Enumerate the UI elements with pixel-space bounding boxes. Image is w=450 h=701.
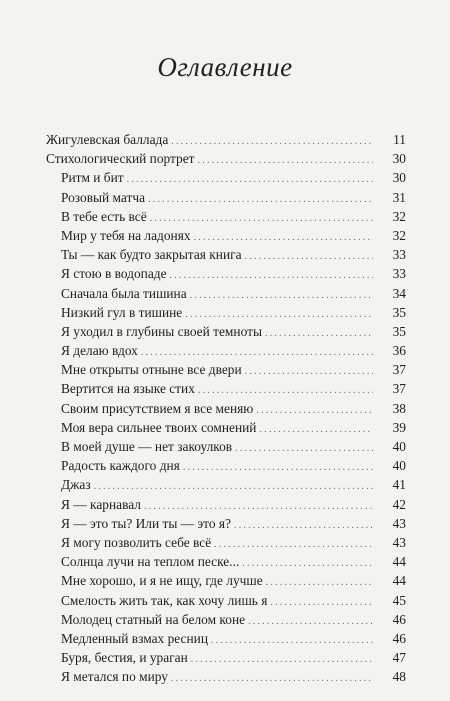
toc-entry-title: Джаз (61, 477, 91, 493)
toc-entry-title: Сначала была тишина (61, 285, 187, 301)
toc-dot-leader (265, 324, 373, 343)
toc-entry-title: Ритм и бит (61, 170, 124, 186)
toc-entry (46, 495, 406, 514)
toc-page-number: 47 (392, 650, 406, 666)
toc-entry (46, 418, 406, 437)
toc-entry-title: Я уходил в глубины своей темноты (61, 323, 262, 339)
toc-entry (46, 341, 406, 360)
toc-dot-leader (191, 650, 373, 669)
toc-dot-leader (245, 247, 373, 266)
toc-entry (46, 207, 406, 226)
toc-dot-leader (127, 170, 373, 189)
toc-entry-title: Мир у тебя на ладонях (61, 227, 191, 243)
toc-entry (46, 379, 406, 398)
toc-entry (46, 514, 406, 533)
toc-entry (46, 648, 406, 667)
toc-page-number: 37 (392, 362, 406, 378)
toc-entry (46, 667, 406, 686)
toc-dot-leader (171, 669, 373, 688)
toc-page-number: 48 (392, 669, 406, 685)
toc-entry (46, 168, 406, 187)
table-of-contents (46, 130, 406, 686)
toc-dot-leader (171, 132, 373, 151)
toc-page-number: 30 (392, 151, 406, 167)
toc-entry-title: Мне открыты отныне все двери (61, 362, 242, 378)
toc-page-number: 42 (392, 496, 406, 512)
toc-page-number: 36 (392, 343, 406, 359)
toc-page-number: 39 (392, 419, 406, 435)
toc-dot-leader (259, 420, 373, 439)
toc-page-number: 31 (392, 189, 406, 205)
toc-entry-title: Молодец статный на белом коне (61, 611, 246, 627)
toc-page-number: 45 (392, 592, 406, 608)
toc-entry-title: В моей душе — нет закоулков (61, 439, 233, 454)
toc-entry (46, 571, 406, 590)
toc-entry (46, 437, 406, 456)
toc-entry (46, 610, 406, 629)
toc-page-number: 40 (392, 458, 406, 474)
toc-dot-leader (148, 190, 373, 209)
toc-page-number: 33 (392, 266, 406, 282)
toc-page-number: 38 (392, 400, 406, 416)
toc-dot-leader (235, 439, 373, 458)
toc-entry-title: Низкий гул в тишине (61, 304, 183, 320)
toc-entry-title: Солнца лучи на теплом песке... (61, 554, 240, 570)
toc-dot-leader (234, 516, 373, 535)
toc-entry-title: Буря, бестия, и ураган (61, 650, 188, 666)
toc-entry (46, 149, 406, 168)
toc-entry (46, 629, 406, 648)
toc-entry-title: Жигулевская баллада (46, 132, 169, 147)
toc-entry (46, 303, 406, 322)
toc-page-number: 43 (392, 515, 406, 531)
toc-page-number: 30 (392, 170, 406, 186)
toc-entry-title: Мне хорошо, и я не ищу, где лучше (61, 573, 263, 589)
toc-entry (46, 475, 406, 494)
toc-entry-title: Медленный взмах ресниц (61, 630, 208, 646)
toc-entry (46, 591, 406, 610)
toc-dot-leader (245, 362, 373, 381)
toc-page-number: 35 (392, 323, 406, 339)
toc-entry (46, 245, 406, 264)
toc-page-number: 44 (392, 573, 406, 589)
toc-entry-title: Я делаю вдох (61, 343, 138, 359)
toc-entry-title: Вертится на языке стих (61, 381, 195, 397)
toc-page-number: 32 (392, 227, 406, 243)
toc-dot-leader (170, 266, 373, 285)
toc-page-number: 35 (392, 304, 406, 320)
toc-dot-leader (248, 612, 373, 631)
toc-page-number: 32 (392, 208, 406, 224)
toc-page-number: 44 (392, 554, 406, 570)
toc-entry-title: Розовый матча (61, 189, 146, 205)
toc-page-number: 11 (393, 132, 406, 147)
toc-entry-title: Я стою в водопаде (61, 266, 167, 282)
toc-dot-leader (190, 286, 373, 305)
toc-entry (46, 533, 406, 552)
page-title: Оглавление (157, 52, 293, 82)
toc-page-number: 40 (392, 439, 406, 454)
toc-entry-title: Я метался по миру (61, 669, 168, 685)
toc-entry-title: Я — это ты? Или ты — это я? (61, 515, 231, 531)
toc-entry (46, 456, 406, 475)
toc-entry (46, 399, 406, 418)
toc-entry (46, 552, 406, 571)
toc-entry (46, 264, 406, 283)
toc-entry (46, 322, 406, 341)
toc-page-number: 41 (392, 477, 406, 493)
toc-dot-leader (183, 458, 373, 477)
toc-entry (46, 360, 406, 379)
toc-dot-leader (266, 573, 373, 592)
toc-dot-leader (256, 401, 373, 420)
toc-entry-title: В тебе есть всё (61, 208, 147, 224)
toc-entry-title: Смелость жить так, как хочу лишь я (61, 592, 268, 608)
toc-dot-leader (211, 631, 373, 650)
toc-entry-title: Радость каждого дня (61, 458, 180, 474)
toc-entry (46, 130, 406, 149)
toc-entry (46, 188, 406, 207)
toc-entry (46, 284, 406, 303)
toc-page-number: 34 (392, 285, 406, 301)
toc-page-number: 46 (392, 630, 406, 646)
toc-entry-title: Моя вера сильнее твоих сомнений (61, 419, 257, 435)
toc-page-number: 33 (392, 247, 406, 263)
toc-entry-title: Стихологический портрет (46, 151, 195, 167)
toc-entry-title: Я могу позволить себе всё (61, 534, 212, 550)
toc-dot-leader (270, 593, 373, 612)
toc-page-number: 46 (392, 611, 406, 627)
toc-entry (46, 226, 406, 245)
toc-entry-title: Я — карнавал (61, 496, 141, 512)
toc-entry-title: Своим присутствием я все меняю (61, 400, 254, 416)
toc-page-number: 37 (392, 381, 406, 397)
toc-page-number: 43 (392, 534, 406, 550)
toc-entry-title: Ты — как будто закрытая книга (61, 247, 242, 263)
toc-dot-leader (198, 151, 373, 170)
